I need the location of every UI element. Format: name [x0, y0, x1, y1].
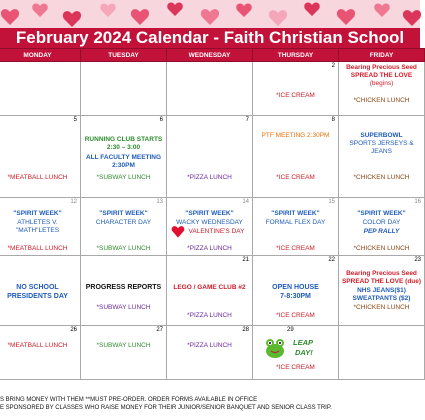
lunch-note: *CHICKEN LUNCH: [353, 304, 410, 311]
day-cell-thu-w3: [253, 198, 339, 256]
week-row: [0, 326, 425, 380]
event-text: SPORTS JERSEYS &: [349, 140, 414, 147]
event-text: COLOR DAY: [362, 219, 401, 226]
day-cell-thu-w1: [253, 62, 339, 116]
day-cell-wed-w3: [167, 198, 253, 256]
footer-line: E SPONSORED BY CLASSES WHO RAISE MONEY FOR THEIR JUNIOR/SENIOR BANQUET AND SENIOR CLASS TRIP.: [0, 405, 332, 411]
day-cell-fri-w3: [339, 198, 425, 256]
day-cell-tue-w2: [81, 116, 167, 198]
calendar-grid: [0, 48, 425, 380]
lunch-note: *MEATBALL LUNCH: [7, 245, 68, 252]
day-cell-fri-w4: [339, 256, 425, 326]
event-title: RUNNING CLUB STARTS: [84, 136, 163, 143]
event-title: "SPIRIT WEEK": [271, 210, 320, 217]
day-cell-mon-w1: [0, 62, 81, 116]
day-cell-wed-w4: [167, 256, 253, 326]
day-cell-thu-w5: [253, 326, 339, 380]
week-row: [0, 198, 425, 256]
event-title: Bearing Precious Seed: [346, 64, 417, 71]
day-number: 16: [414, 199, 421, 205]
lunch-note: *SUBWAY LUNCH: [96, 245, 151, 252]
event-title: ALL FACULTY MEETING: [85, 154, 162, 161]
event-text: JEANS: [371, 148, 392, 155]
event-title: LEGO / GAME CLUB #2: [173, 284, 246, 291]
day-number: 13: [156, 199, 163, 205]
day-number: 7: [245, 117, 249, 123]
day-cell-mon-w3: [0, 198, 81, 256]
leap-day-text: DAY!: [295, 348, 313, 357]
heart-icon: [171, 225, 185, 239]
lunch-note: *PIZZA LUNCH: [187, 174, 232, 181]
ice-cream-note: *ICE CREAM: [276, 92, 315, 99]
day-number: 27: [156, 327, 163, 333]
lunch-note: *PIZZA LUNCH: [187, 342, 232, 349]
day-cell-thu-w2: [253, 116, 339, 198]
event-text: 7-8:30PM: [280, 293, 311, 300]
day-cell-tue-w1: [81, 62, 167, 116]
day-cell-tue-w5: [81, 326, 167, 380]
weekday-wednesday: WEDNESDAY: [167, 49, 253, 62]
day-number: 22: [328, 257, 335, 263]
day-number: 26: [70, 327, 77, 333]
day-number: 21: [242, 257, 249, 263]
event-title: "SPIRIT WEEK": [13, 210, 62, 217]
event-text: CHARACTER DAY: [95, 219, 152, 226]
lunch-note: *MEATBALL LUNCH: [7, 342, 68, 349]
event-text: WACKY WEDNESDAY: [176, 219, 243, 226]
day-cell-wed-w5: [167, 326, 253, 380]
weekday-tuesday: TUESDAY: [81, 49, 167, 62]
day-cell-thu-w4: [253, 256, 339, 326]
day-cell-fri-w5: [339, 326, 425, 380]
lunch-note: *MEATBALL LUNCH: [7, 174, 68, 181]
event-title: "SPIRIT WEEK": [99, 210, 148, 217]
event-text: 2:30PM: [112, 162, 135, 169]
day-number: 28: [242, 327, 249, 333]
day-cell-wed-w1: [167, 62, 253, 116]
day-number: 8: [331, 117, 335, 123]
event-text: (begins): [369, 80, 394, 87]
weekday-thursday: THURSDAY: [253, 49, 339, 62]
day-number: 2: [331, 63, 335, 69]
week-row: [0, 62, 425, 116]
lunch-note: *CHICKEN LUNCH: [353, 174, 410, 181]
day-cell-fri-w1: [339, 62, 425, 116]
lunch-note: *SUBWAY LUNCH: [96, 304, 151, 311]
frog-icon: [263, 336, 287, 360]
day-number: 29: [287, 327, 294, 333]
event-text: SPREAD THE LOVE: [350, 72, 413, 79]
lunch-note: *PIZZA LUNCH: [187, 312, 232, 319]
weekday-monday: MONDAY: [0, 49, 81, 62]
leap-day-text: LEAP: [293, 338, 314, 347]
event-title: NO SCHOOL: [16, 284, 59, 291]
day-cell-tue-w3: [81, 198, 167, 256]
lunch-note: *SUBWAY LUNCH: [96, 174, 151, 181]
event-text: PRESIDENTS DAY: [7, 293, 68, 300]
event-title: "SPIRIT WEEK": [357, 210, 406, 217]
lunch-note: *SUBWAY LUNCH: [96, 342, 151, 349]
day-number: 23: [414, 257, 421, 263]
day-number: 6: [159, 117, 163, 123]
day-cell-mon-w2: [0, 116, 81, 198]
weekday-friday: FRIDAY: [339, 49, 425, 62]
lunch-note: *CHICKEN LUNCH: [353, 97, 410, 104]
day-number: 14: [242, 199, 249, 205]
footer-line: S BRING MONEY WITH THEM **MUST PRE-ORDER. ORDER FORMS AVAILABLE IN OFFICE: [0, 397, 258, 403]
day-number: 5: [73, 117, 77, 123]
lunch-note: *PIZZA LUNCH: [187, 245, 232, 252]
event-text: SWEATPANTS ($2): [352, 295, 411, 302]
day-cell-mon-w4: [0, 256, 81, 326]
ice-cream-note: *ICE CREAM: [276, 364, 315, 371]
weekday-header-row: [0, 49, 425, 62]
event-title: PTF MEETING 2:30PM: [261, 132, 330, 139]
day-cell-fri-w2: [339, 116, 425, 198]
day-number: 12: [70, 199, 77, 205]
lunch-note: *CHICKEN LUNCH: [353, 245, 410, 252]
ice-cream-note: *ICE CREAM: [276, 245, 315, 252]
ice-cream-note: *ICE CREAM: [276, 174, 315, 181]
week-row: [0, 116, 425, 198]
week-row: [0, 256, 425, 326]
event-title: SUPERBOWL: [360, 132, 403, 139]
event-title: "SPIRIT WEEK": [185, 210, 234, 217]
ice-cream-note: *ICE CREAM: [276, 312, 315, 319]
event-title: Bearing Precious Seed: [346, 270, 417, 277]
footer-notes: [0, 392, 420, 420]
event-text: SPREAD THE LOVE (due): [341, 278, 422, 285]
event-text: FORMAL FLEX DAY: [265, 219, 326, 226]
event-text: 2:30 – 3:00: [106, 144, 141, 151]
event-title: OPEN HOUSE: [272, 284, 319, 291]
day-cell-mon-w5: [0, 326, 81, 380]
event-title: PROGRESS REPORTS: [85, 284, 162, 291]
event-text: NHS JEANS($1): [357, 287, 406, 294]
page-title: February 2024 Calendar - Faith Christian School: [0, 28, 420, 48]
event-text: VALENTINE'S DAY: [188, 228, 245, 235]
day-number: 15: [328, 199, 335, 205]
hearts-banner: [0, 0, 420, 28]
event-text: PEP RALLY: [363, 228, 400, 235]
day-cell-wed-w2: [167, 116, 253, 198]
day-cell-tue-w4: [81, 256, 167, 326]
event-text: ATHLETES V. "MATH"LETES: [15, 219, 60, 234]
